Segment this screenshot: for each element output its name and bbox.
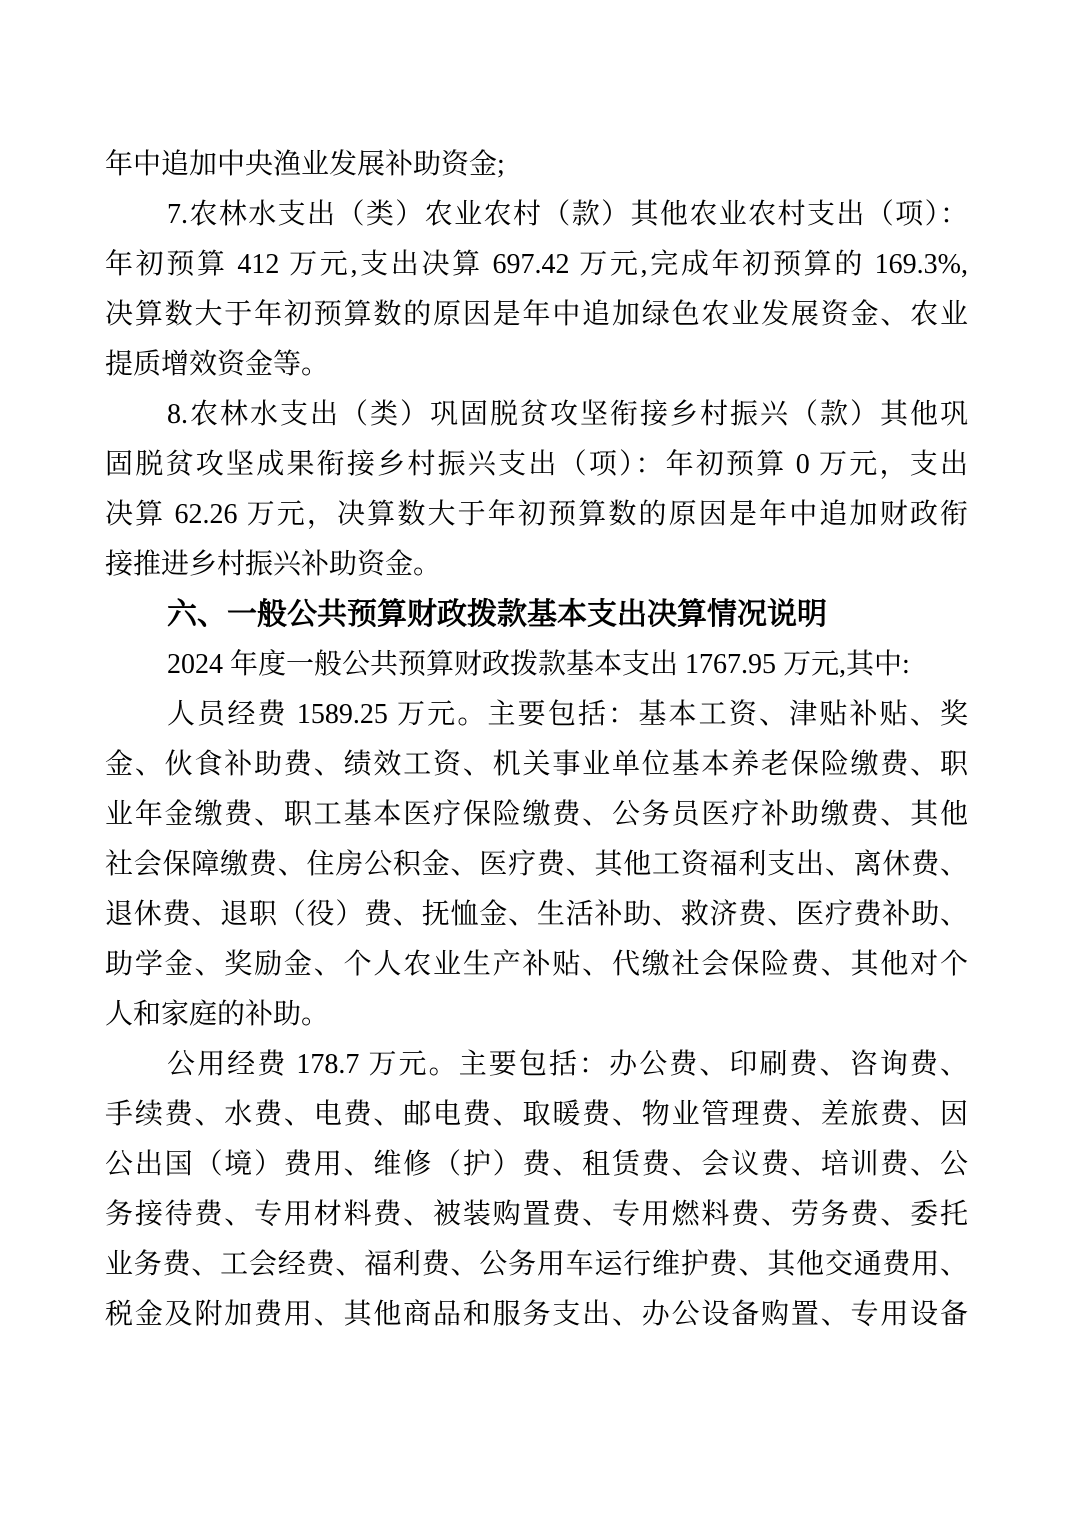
paragraph — [105, 640, 968, 690]
heading-text-line: 六、一般公共预算财政拨款基本支出决算情况说明 — [167, 598, 827, 631]
text-line: 7.农林水支出（类）农业农村（款）其他农业农村支出（项）： — [167, 199, 968, 230]
text-line: 8.农林水支出（类）巩固脱贫攻坚衔接乡村振兴（款）其他巩 — [167, 399, 968, 430]
paragraph — [105, 190, 968, 390]
text-line: 社会保障缴费、住房公积金、医疗费、其他工资福利支出、离休费、 — [105, 849, 968, 880]
document-content — [105, 140, 968, 1340]
text-line: 决算 62.26 万元，决算数大于年初预算数的原因是年中追加财政衔 — [105, 499, 968, 530]
text-line: 2024 年度一般公共预算财政拨款基本支出 1767.95 万元,其中: — [167, 649, 910, 680]
text-line: 人员经费 1589.25 万元。主要包括：基本工资、津贴补贴、奖 — [167, 699, 968, 730]
paragraph — [105, 690, 968, 1040]
section-heading — [105, 590, 968, 640]
text-line: 手续费、水费、电费、邮电费、取暖费、物业管理费、差旅费、因 — [105, 1099, 968, 1130]
text-line: 年中追加中央渔业发展补助资金; — [105, 149, 505, 180]
text-line: 业年金缴费、职工基本医疗保险缴费、公务员医疗补助缴费、其他 — [105, 799, 968, 830]
text-line: 业务费、工会经费、福利费、公务用车运行维护费、其他交通费用、 — [105, 1249, 968, 1280]
text-line: 公出国（境）费用、维修（护）费、租赁费、会议费、培训费、公 — [105, 1149, 968, 1180]
paragraph — [105, 140, 968, 190]
text-line: 提质增效资金等。 — [105, 349, 330, 380]
paragraph — [105, 1040, 968, 1340]
text-line: 金、伙食补助费、绩效工资、机关事业单位基本养老保险缴费、职 — [105, 749, 968, 780]
text-line: 决算数大于年初预算数的原因是年中追加绿色农业发展资金、农业 — [105, 299, 968, 330]
text-line: 税金及附加费用、其他商品和服务支出、办公设备购置、专用设备 — [105, 1299, 968, 1330]
text-line: 年初预算 412 万元,支出决算 697.42 万元,完成年初预算的 169.3%, — [105, 249, 968, 280]
text-line: 务接待费、专用材料费、被装购置费、专用燃料费、劳务费、委托 — [105, 1199, 968, 1230]
text-line: 助学金、奖励金、个人农业生产补贴、代缴社会保险费、其他对个 — [105, 949, 968, 980]
text-line: 接推进乡村振兴补助资金。 — [105, 549, 442, 580]
text-line: 固脱贫攻坚成果衔接乡村振兴支出（项）：年初预算 0 万元，支出 — [105, 449, 968, 480]
text-line: 人和家庭的补助。 — [105, 999, 330, 1030]
paragraph — [105, 390, 968, 590]
text-line: 退休费、退职（役）费、抚恤金、生活补助、救济费、医疗费补助、 — [105, 899, 968, 930]
text-line: 公用经费 178.7 万元。主要包括：办公费、印刷费、咨询费、 — [167, 1049, 968, 1080]
